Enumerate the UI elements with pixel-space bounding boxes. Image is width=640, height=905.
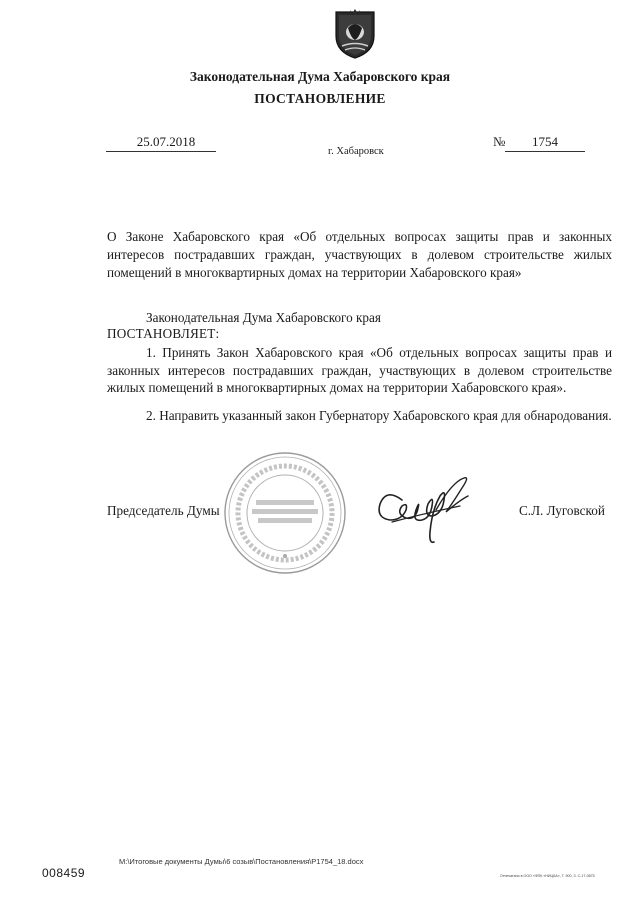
document-code: 008459 [42, 866, 86, 880]
resolves-heading: ПОСТАНОВЛЯЕТ: [107, 326, 220, 341]
signatory-name: С.Л. Луговской [519, 503, 605, 518]
resolution-paragraph-2: 2. Направить указанный закон Губернатору Хабаровского края для обнародования. [146, 408, 612, 423]
body-intro: Законодательная Дума Хабаровского края [146, 310, 381, 325]
print-note: Отпечатано в ООО «ФПК «НИЦКА», Т. 900, З. С-17-0875 [500, 874, 595, 878]
document-city: г. Хабаровск [328, 146, 384, 157]
coat-of-arms-icon [332, 8, 378, 60]
handwritten-signature-icon [372, 470, 484, 548]
document-number: 1754 [505, 134, 585, 152]
signatory-position: Председатель Думы [107, 503, 220, 518]
number-sign: № [493, 134, 506, 149]
document-type: ПОСТАНОВЛЕНИЕ [254, 91, 386, 106]
organization-title: Законодательная Дума Хабаровского края [189, 69, 451, 84]
file-path: М:\Итоговые документы Думы\6 созыв\Постановления\Р1754_18.docx [119, 857, 364, 866]
document-date: 25.07.2018 [106, 134, 216, 152]
resolution-paragraph-1: 1. Принять Закон Хабаровского края «Об отдельных вопросах защиты прав и законных интересов пострадавших граждан, участвующих в долевом строительстве жилых помещений в многоквартирных домах на территории Хабаровского края». [107, 345, 612, 395]
document-subject: О Законе Хабаровского края «Об отдельных вопросах защиты прав и законных интересов пострадавших граждан, участвующих в долевом строительстве жилых помещений в многоквартирных домах на территории Хабаровского края» [107, 229, 612, 280]
official-seal-icon [222, 450, 348, 576]
